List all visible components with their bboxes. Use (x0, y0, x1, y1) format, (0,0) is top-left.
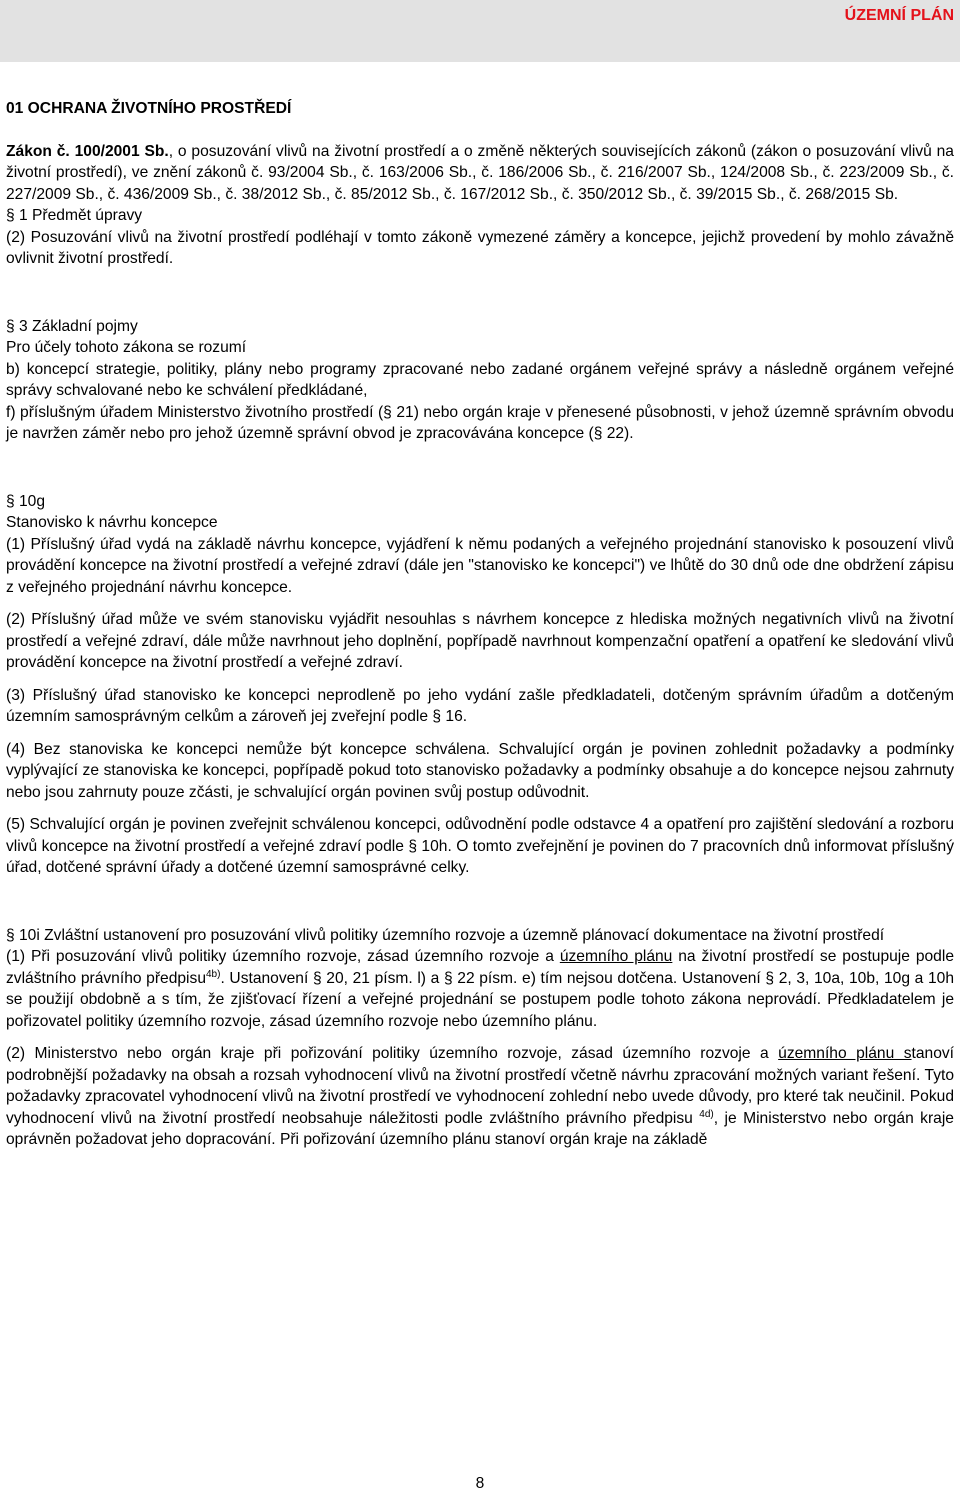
s10g-title: § 10g (6, 492, 46, 510)
s10g-paragraph-3: (3) Příslušný úřad stanovisko ke koncepci neprodleně po jeho vydání zašle předkladateli, dotčeným správním úřadům a dotčeným územním samosprávným celkům a zároveň jej zveřejní podle § 16. (6, 686, 954, 725)
document-body (6, 98, 954, 1151)
footnote-ref-4b: 4b) (206, 968, 221, 980)
s10i-paragraph-1 (6, 946, 954, 1032)
s10i-p1-text-b: na životní prostředí se postupuje podle zvláštního právního předpisu (6, 948, 954, 987)
s1-title: § 1 Předmět úpravy (6, 207, 143, 224)
uzemni-plan-link-2[interactable]: územního plánu s (778, 1045, 912, 1062)
s10i-p2-text-c: , je Ministerstvo nebo orgán kraje oprávněn požadovat jeho dopracování. Při pořizování územního plánu stanoví orgán kraje na základě (6, 1109, 954, 1148)
s10g-subtitle: Stanovisko k návrhu koncepce (6, 514, 218, 531)
s10g-paragraph-4: (4) Bez stanoviska ke koncepci nemůže být koncepce schválena. Schvalující orgán je povinen zohlednit požadavky a podmínky vyplývající ze stanoviska ke koncepci, popřípadě pokud toto stanovisko požadavky a podmínky obsahuje a do koncepce nejsou zahrnuty nebo jsou zahrnuty pouze zčásti, je schvalující orgán povinen svůj postup odůvodnit. (6, 740, 954, 801)
s10g-paragraph-2: (2) Příslušný úřad může ve svém stanovisku vyjádřit nesouhlas s návrhem koncepce z hlediska možných negativních vlivů na životní prostředí a veřejné zdraví, dále může navrhnout jeho doplnění, popřípadě navrhnout kompenzační opatření a opatření ke sledování vlivů provádění koncepce na životní prostředí a veřejné zdraví. (6, 611, 954, 671)
s10g-paragraph-1: (1) Příslušný úřad vydá na základě návrhu koncepce, vyjádření k němu podaných a veřejného projednání stanovisko k posouzení vlivů provádění koncepce na životní prostředí a veřejné zdraví (dále jen "stanovisko ke koncepci") ve lhůtě do 30 dnů ode dne obdržení zápisu z veřejného projednání návrhu koncepce. (6, 535, 954, 596)
header-band (0, 0, 960, 62)
s10g-paragraph-5: (5) Schvalující orgán je povinen zveřejnit schválenou koncepci, odůvodnění podle odstavce 4 a opatření pro zajištění sledování a rozboru vlivů koncepce na životní prostředí a veřejné zdraví podle § 10h. O tomto zveřejnění je povinen do 7 pracovních dnů informovat příslušný úřad, dotčené správní úřady a dotčené územní samosprávné celky. (6, 816, 954, 876)
s3-intro: Pro účely tohoto zákona se rozumí (6, 339, 247, 356)
page-number: 8 (475, 1475, 485, 1492)
s10i-p2-text-a: (2) Ministerstvo nebo orgán kraje při pořizování politiky územního rozvoje, zásad územního rozvoje a (6, 1045, 779, 1062)
s10i-p1-text-c: . Ustanovení § 20, 21 písm. l) a § 22 písm. e) tím nejsou dotčena. Ustanovení § 2, 3, 10a, 10b, 10g a 10h se použijí obdobně a s tím, že zjišťovací řízení a veřejné projednání se postupem podle tohoto zákona neprovádí. Předkladatelem je pořizovatel politiky územního rozvoje, zásad územního rozvoje nebo územního plánu. (6, 969, 954, 1030)
s3-title: § 3 Základní pojmy (6, 317, 138, 335)
s3-item-b: b) koncepcí strategie, politiky, plány nebo programy zpracované nebo zadané orgánem veřejné správy a následně orgánem veřejné správy schvalované nebo ke schválení předkládané, (6, 360, 954, 399)
law-citation (6, 141, 954, 206)
section-heading: 01 OCHRANA ŽIVOTNÍHO PROSTŘEDÍ (6, 100, 292, 117)
uzemni-plan-link[interactable]: územního plánu (559, 948, 673, 965)
s10i-paragraph-2 (6, 1043, 954, 1151)
s3-item-f: f) příslušným úřadem Ministerstvo životního prostředí (§ 21) nebo orgán kraje v přenesené působnosti, v jehož územně správním obvodu je navržen záměr nebo pro jehož územně správní obvod je zpracovávána koncepce (§ 22). (6, 403, 954, 442)
footnote-ref-4d: 4d) (699, 1108, 714, 1120)
s10i-title: § 10i Zvláštní ustanovení pro posuzování vlivů politiky územního rozvoje a územně plánovací dokumentace na životní prostředí (6, 926, 885, 944)
s10i-p1-text-a: (1) Při posuzování vlivů politiky územního rozvoje, zásad územního rozvoje a (6, 948, 560, 965)
law-title: Zákon č. 100/2001 Sb. (6, 142, 169, 160)
s1-paragraph-2: (2) Posuzování vlivů na životní prostředí podléhají v tomto zákoně vymezené záměry a koncepce, jejichž provedení by mohlo závažně ovlivnit životní prostředí. (6, 228, 954, 267)
law-amendments: , o posuzování vlivů na životní prostředí a o změně některých souvisejících zákonů (zákon o posuzování vlivů na životní prostředí), ve znění zákonů č. 93/2004 Sb., č. 163/2006 Sb., č. 186/2006 Sb., č. 216/2007 Sb., 124/2008 Sb., č. 223/2009 Sb., č. 227/2009 Sb., č. 436/2009 Sb., č. 38/2012 Sb., č. 85/2012 Sb., č. 167/2012 Sb., č. 350/2012 Sb., č. 39/2015 Sb., č. 268/2015 Sb. (6, 142, 954, 203)
s10i-p2-text-b: tanoví podrobnější požadavky na obsah a rozsah vyhodnocení vlivů na životní prostředí včetně návrhu zpracování možných variant řešení. Tyto požadavky zpracovatel vyhodnocení vlivů na životní prostředí ve vyhodnocení zohlední nebo uvede důvody, pro které tak neučinil. Pokud vyhodnocení vlivů na životní prostředí neobsahuje náležitosti podle zvláštního právního předpisu (6, 1045, 954, 1127)
header-title: ÚZEMNÍ PLÁN (844, 7, 954, 24)
